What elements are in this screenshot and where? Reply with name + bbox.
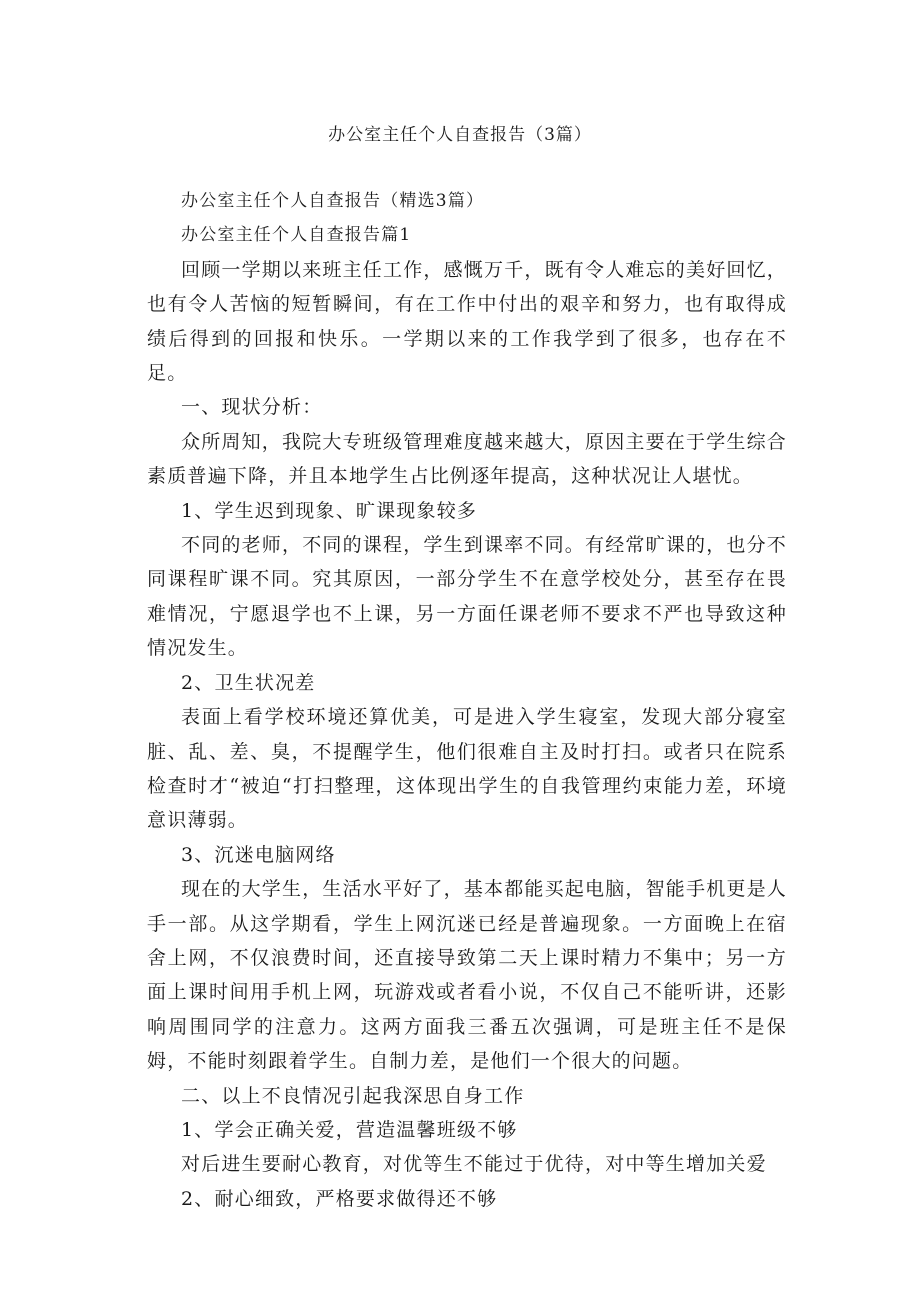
heading-late-absence: 1、学生迟到现象、旷课现象较多 (181, 499, 478, 522)
paragraph: 众所周知，我院大专班级管理难度越来越大，原因主要在于学生综合素质普遍下降，并且本地学生占比例逐年提高，这种状况让人堪忧。 (147, 430, 788, 488)
paragraph: 对后进生要耐心教育，对优等生不能过于优待，对中等生增加关爱 (181, 1153, 767, 1176)
document-body (147, 184, 787, 1216)
paragraph: 表面上看学校环境还算优美，可是进入学生寝室，发现大部分寝室脏、乱、差、臭，不提醒学生，他们很难自主及时打扫。或者只在院系检查时才“被迫“打扫整理，这体现出学生的自我管理约束能力差，环境意识薄弱。 (147, 706, 787, 832)
heading-patience: 2、耐心细致，严格要求做得还不够 (181, 1187, 498, 1210)
paragraph-section-heading: 办公室主任个人自查报告篇1 (181, 225, 412, 246)
paragraph: 回顾一学期以来班主任工作，感慨万千，既有令人难忘的美好回忆，也有令人苦恼的短暂瞬间，有在工作中付出的艰辛和努力，也有取得成绩后得到的回报和快乐。一学期以来的工作我学到了很多，也存在不足。 (147, 258, 788, 385)
heading-internet-addiction: 3、沉迷电脑网络 (181, 843, 336, 866)
heading-care: 1、学会正确关爱，营造温馨班级不够 (181, 1118, 518, 1141)
heading-hygiene: 2、卫生状况差 (181, 671, 316, 694)
heading-self-reflection: 二、以上不良情况引起我深思自身工作 (181, 1084, 525, 1107)
paragraph: 现在的大学生，生活水平好了，基本都能买起电脑，智能手机更是人手一部。从这学期看，学生上网沉迷已经是普遍现象。一方面晚上在宿舍上网，不仅浪费时间，还直接导致第二天上课时精力不集中；另一方面上课时间用手机上网，玩游戏或者看小说，不仅自己不能听讲，还影响周围同学的注意力。这两方面我三番五次强调，可是班主任不是保姆，不能时刻跟着学生。自制力差，是他们一个很大的问题。 (147, 878, 788, 1073)
paragraph: 不同的老师，不同的课程，学生到课率不同。有经常旷课的，也分不同课程旷课不同。究其原因，一部分学生不在意学校处分，甚至存在畏难情况，宁愿退学也不上课，另一方面任课老师不要求不严也导致这种情况发生。 (147, 534, 788, 660)
paragraph-subtitle: 办公室主任个人自查报告（精选3篇） (181, 191, 485, 211)
heading-current-analysis: 一、现状分析： (181, 396, 323, 419)
document-title: 办公室主任个人自查报告（3篇） (328, 125, 592, 145)
